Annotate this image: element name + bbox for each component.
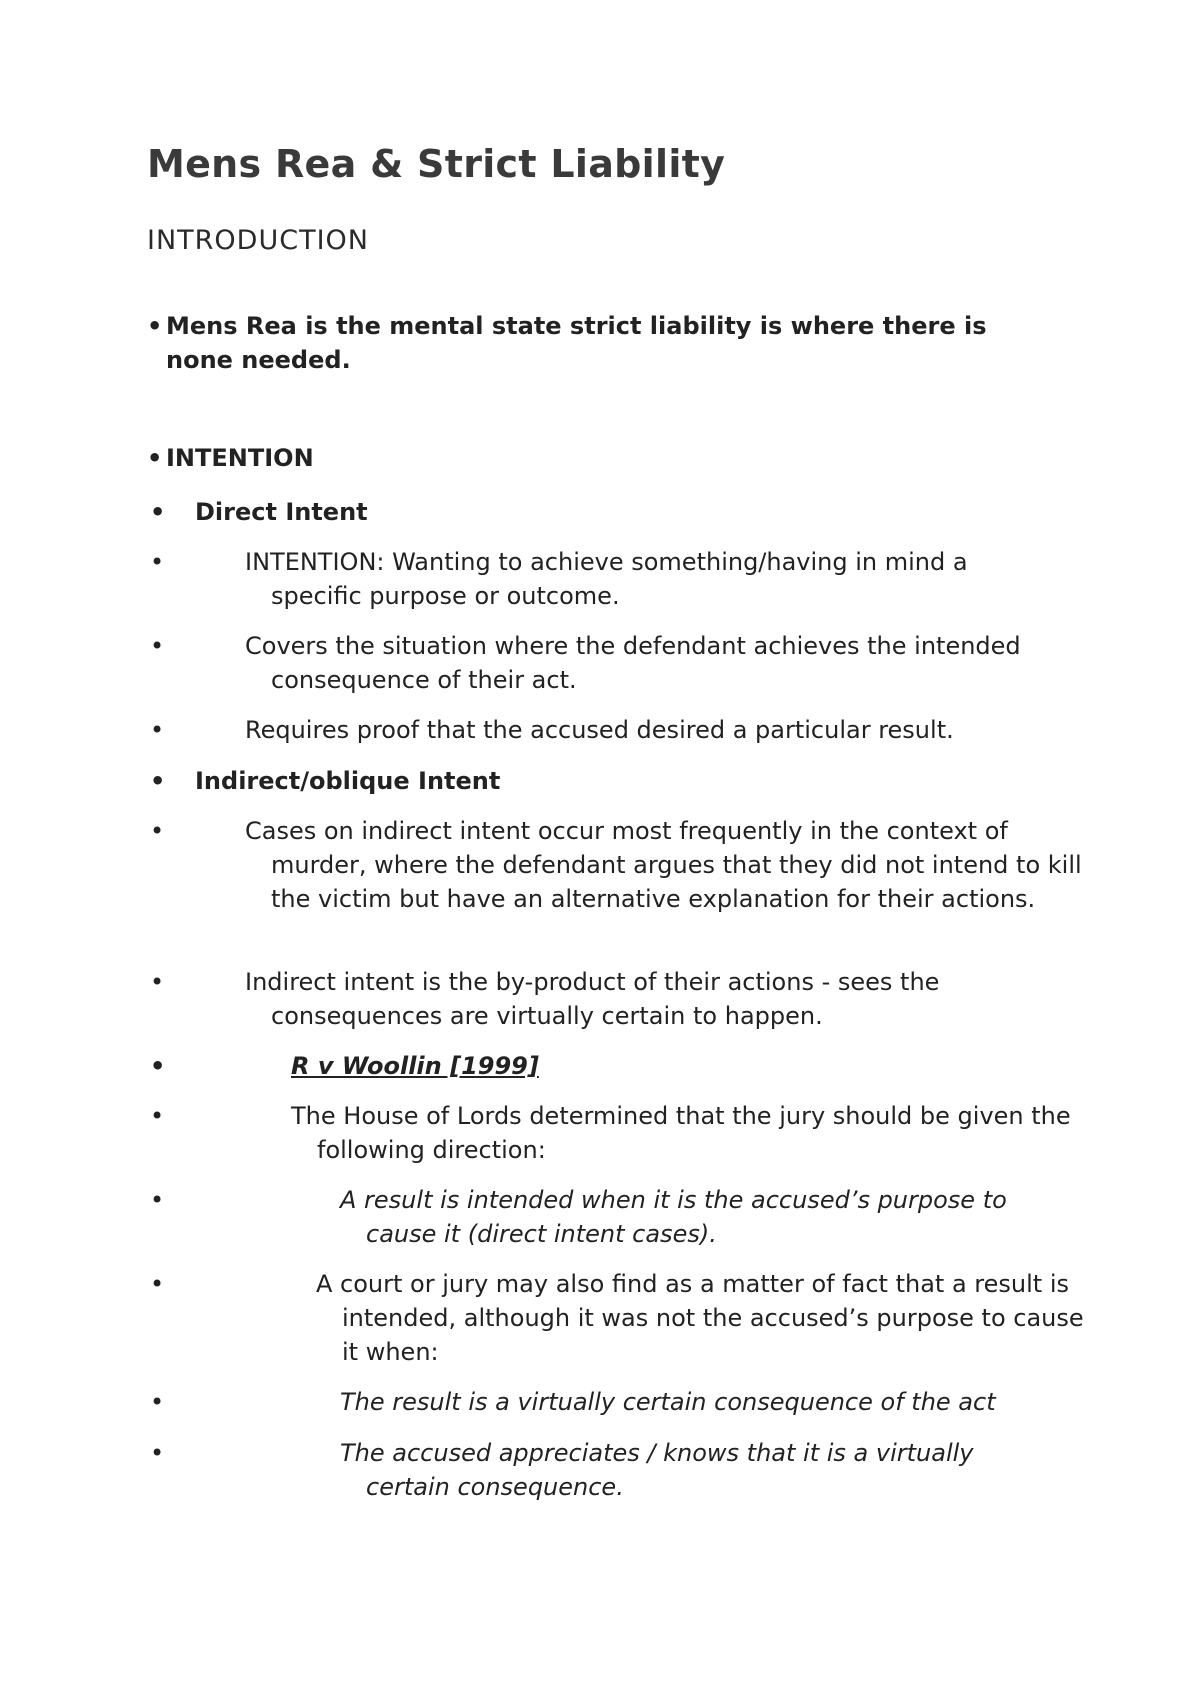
bullet: • — [150, 1186, 165, 1214]
list-item-text: Mens Rea is the mental state strict liability is where there is none needed. — [166, 312, 987, 374]
bullet: • — [150, 1052, 166, 1080]
case-citation: R v Woollin [1999] — [291, 1052, 539, 1080]
bullet: • — [150, 1388, 165, 1416]
list-item-text: Cases on indirect intent occur most frequently in the context of murder, where the defendant argues that they did not intend to kill the victim but have an alternative explanation for their actions. — [245, 817, 1082, 913]
bullet: • — [150, 817, 165, 845]
list-item-text: Requires proof that the accused desired a particular result. — [245, 716, 954, 744]
bullet: • — [150, 968, 165, 996]
bullet: • — [150, 632, 165, 660]
section-heading: INTRODUCTION — [147, 225, 369, 256]
bullet: • — [150, 1270, 165, 1298]
list-item-text: Direct Intent — [195, 498, 368, 526]
list-item-text: The result is a virtually certain consequence of the act — [340, 1388, 996, 1416]
bullet: • — [150, 716, 165, 744]
bullet: • — [150, 548, 165, 576]
list-item-text: INTENTION — [166, 444, 314, 472]
list-item-text: INTENTION: Wanting to achieve something/having in mind a specific purpose or outcome. — [245, 548, 968, 610]
list-item-text: A result is intended when it is the accused’s purpose to cause it (direct intent cases). — [340, 1186, 1007, 1248]
list-item-text: Indirect intent is the by-product of their actions - sees the consequences are virtually certain to happen. — [245, 968, 940, 1030]
list-item-text: A court or jury may also find as a matter of fact that a result is intended, although it was not the accused’s purpose to cause it when: — [316, 1270, 1084, 1366]
bullet: • — [150, 767, 166, 795]
bullet: • — [150, 498, 166, 526]
list-item-text: The accused appreciates / knows that it is a virtually certain consequence. — [340, 1439, 974, 1501]
bullet: • — [150, 1439, 165, 1467]
list-item-text: Covers the situation where the defendant achieves the intended consequence of their act. — [245, 632, 1021, 694]
bullet: • — [147, 444, 163, 472]
bullet: • — [147, 312, 163, 340]
bullet: • — [150, 1102, 165, 1130]
list-item-text: The House of Lords determined that the jury should be given the following direction: — [291, 1102, 1071, 1164]
list-item-text: Indirect/oblique Intent — [195, 767, 501, 795]
document-title: Mens Rea & Strict Liability — [147, 142, 726, 186]
